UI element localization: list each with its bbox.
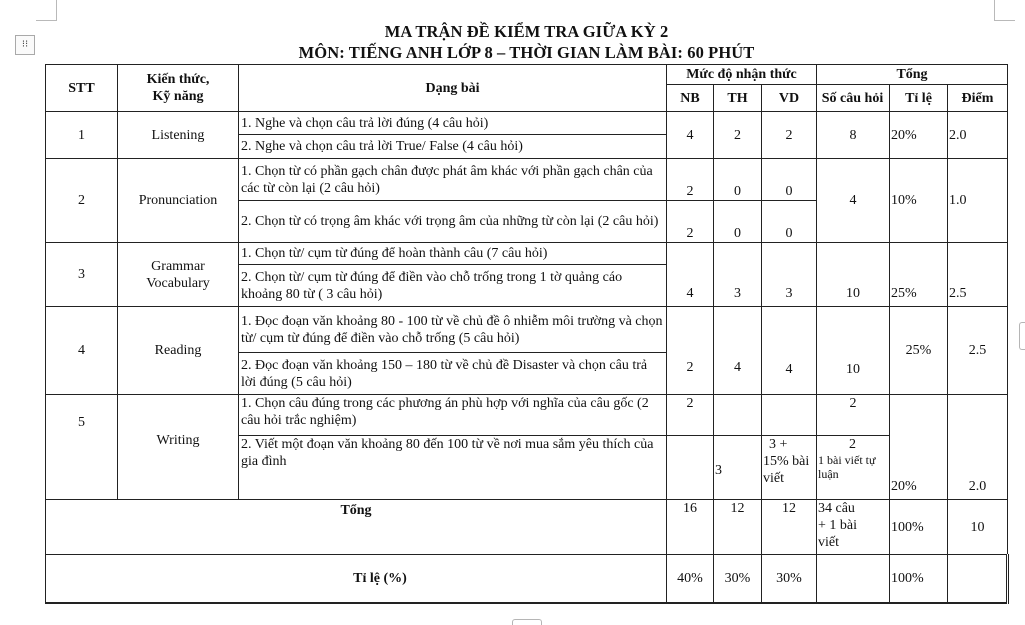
header-nb: NB — [667, 85, 714, 112]
cell-skill-line2: Vocabulary — [146, 275, 210, 291]
cell-score: 1.0 — [948, 159, 1008, 243]
cell-skill: Listening — [118, 112, 239, 159]
cell-stt: 5 — [46, 395, 118, 500]
cell-ratio: 20% — [890, 395, 948, 500]
cell-total-ratio: 100% — [890, 500, 948, 555]
header-knowledge-line1: Kiến thức, — [146, 72, 210, 87]
cell-count: 8 — [817, 112, 890, 159]
right-scroll-handle[interactable] — [1019, 322, 1025, 350]
cell-percent-ratio: 100% — [890, 555, 948, 603]
header-score: Điểm — [948, 85, 1008, 112]
cell-score: 2.5 — [948, 307, 1008, 395]
cell-count-line1: 2 — [849, 437, 856, 452]
cell-skill: Reading — [118, 307, 239, 395]
cell-stt: 3 — [46, 243, 118, 307]
cell-skill-line1: Grammar — [151, 258, 205, 274]
assessment-matrix-table — [45, 64, 1009, 604]
table-row-percent — [46, 555, 1008, 603]
cell-task: 2. Chọn từ có trọng âm khác với trọng âm của những từ còn lại (2 câu hỏi) — [239, 201, 667, 243]
header-total: Tổng — [817, 65, 1008, 85]
cell-skill — [118, 243, 239, 307]
cell-count: 2 — [817, 395, 890, 436]
cell-nb: 2 — [667, 201, 714, 243]
cell-count: 4 — [817, 159, 890, 243]
cell-vd: 0 — [762, 201, 817, 243]
cell-th: 0 — [714, 201, 762, 243]
cell-vd: 4 — [762, 307, 817, 395]
cell-nb: 2 — [667, 307, 714, 395]
cell-task: 1. Chọn câu đúng trong các phương án phù hợp với nghĩa của câu gốc (2 câu hỏi trắc nghiệm) — [239, 395, 667, 436]
cell-th: 3 — [714, 436, 762, 500]
cell-score: 2.0 — [948, 395, 1008, 500]
table-row-listening — [46, 112, 1008, 135]
cell-percent-th: 30% — [714, 555, 762, 603]
cell-percent-vd: 30% — [762, 555, 817, 603]
header-question-count: Số câu hỏi — [817, 85, 890, 112]
cell-nb — [667, 436, 714, 500]
cell-count: 10 — [817, 307, 890, 395]
header-ratio: Tỉ lệ — [890, 85, 948, 112]
cell-ratio: 25% — [890, 243, 948, 307]
cell-ratio: 25% — [890, 307, 948, 395]
header-vd: VD — [762, 85, 817, 112]
header-task-type: Dạng bài — [239, 65, 667, 112]
cell-task: 1. Chọn từ có phần gạch chân được phát âm khác với phần gạch chân của các từ còn lại (2 câu hỏi) — [239, 159, 667, 201]
cell-task: 1. Nghe và chọn câu trả lời đúng (4 câu hỏi) — [239, 112, 667, 135]
cell-skill: Pronunciation — [118, 159, 239, 243]
cell-total-count — [817, 500, 890, 555]
table-row-writing — [46, 395, 1008, 436]
cell-vd: 2 — [762, 112, 817, 159]
cell-th: 2 — [714, 112, 762, 159]
cell-th: 0 — [714, 159, 762, 201]
cell-nb: 2 — [667, 395, 714, 436]
cell-percent-label: Tỉ lệ (%) — [46, 555, 667, 603]
cell-count — [817, 436, 890, 500]
cell-percent-nb: 40% — [667, 555, 714, 603]
cell-score: 2.0 — [948, 112, 1008, 159]
cell-stt: 4 — [46, 307, 118, 395]
cell-vd-line2: 15% bài — [763, 454, 810, 469]
header-cognitive-level: Mức độ nhận thức — [667, 65, 817, 85]
page-corner-mark-left — [36, 0, 57, 21]
cell-total-count-line2: + 1 bài — [818, 518, 857, 533]
table-row-total — [46, 500, 1008, 555]
cell-task: 2. Đọc đoạn văn khoảng 150 – 180 từ về chủ đề Disaster và chọn câu trả lời đúng (5 câu hỏi) — [239, 353, 667, 395]
cell-vd-line1: 3 + — [769, 437, 788, 452]
cell-count: 10 — [817, 243, 890, 307]
cell-total-score: 10 — [948, 500, 1008, 555]
cell-total-label: Tổng — [46, 500, 667, 555]
bottom-scroll-handle[interactable] — [512, 619, 542, 625]
cell-vd — [762, 436, 817, 500]
table-row-pronunciation — [46, 159, 1008, 201]
table-row-grammar — [46, 243, 1008, 265]
cell-total-vd: 12 — [762, 500, 817, 555]
cell-vd — [762, 395, 817, 436]
cell-score: 2.5 — [948, 243, 1008, 307]
cell-th: 3 — [714, 243, 762, 307]
cell-percent-count — [817, 555, 890, 603]
table-row-reading — [46, 307, 1008, 353]
header-th: TH — [714, 85, 762, 112]
cell-task: 2. Chọn từ/ cụm từ đúng để điền vào chỗ trống trong 1 tờ quảng cáo khoảng 80 từ ( 3 câu hỏi) — [239, 265, 667, 307]
page-corner-mark-right — [994, 0, 1015, 21]
cell-vd: 0 — [762, 159, 817, 201]
cell-ratio: 10% — [890, 159, 948, 243]
cell-ratio: 20% — [890, 112, 948, 159]
cell-count-line2: 1 bài viết tự luận — [818, 453, 876, 481]
cell-th — [714, 395, 762, 436]
cell-skill: Writing — [118, 395, 239, 500]
cell-vd-line3: viết — [763, 471, 784, 486]
header-stt: STT — [46, 65, 118, 112]
cell-task: 2. Viết một đoạn văn khoảng 80 đến 100 từ về nơi mua sắm yêu thích của gia đình — [239, 436, 667, 500]
cell-total-nb: 16 — [667, 500, 714, 555]
document-subtitle: MÔN: TIẾNG ANH LỚP 8 – THỜI GIAN LÀM BÀI: 60 PHÚT — [298, 43, 755, 62]
cell-total-count-line1: 34 câu — [818, 501, 855, 516]
cell-nb: 4 — [667, 243, 714, 307]
cell-task: 1. Chọn từ/ cụm từ đúng để hoàn thành câu (7 câu hỏi) — [239, 243, 667, 265]
cell-total-count-line3: viết — [818, 535, 839, 550]
header-knowledge-line2: Kỹ năng — [152, 89, 204, 104]
header-knowledge — [118, 65, 239, 112]
cell-nb: 4 — [667, 112, 714, 159]
cell-percent-score — [948, 555, 1008, 603]
table-move-handle[interactable]: ⁝⁝ — [15, 35, 35, 55]
cell-th: 4 — [714, 307, 762, 395]
cell-task: 2. Nghe và chọn câu trả lời True/ False (4 câu hỏi) — [239, 135, 667, 159]
document-title: MA TRẬN ĐỀ KIỂM TRA GIỮA KỲ 2 — [384, 22, 669, 41]
cell-nb: 2 — [667, 159, 714, 201]
cell-task: 1. Đọc đoạn văn khoảng 80 - 100 từ về chủ đề ô nhiễm môi trường và chọn từ/ cụm từ đúng để điền vào chỗ trống (5 câu hỏi) — [239, 307, 667, 353]
cell-total-th: 12 — [714, 500, 762, 555]
cell-stt: 2 — [46, 159, 118, 243]
cell-vd: 3 — [762, 243, 817, 307]
cell-stt: 1 — [46, 112, 118, 159]
header-row — [46, 65, 1008, 85]
